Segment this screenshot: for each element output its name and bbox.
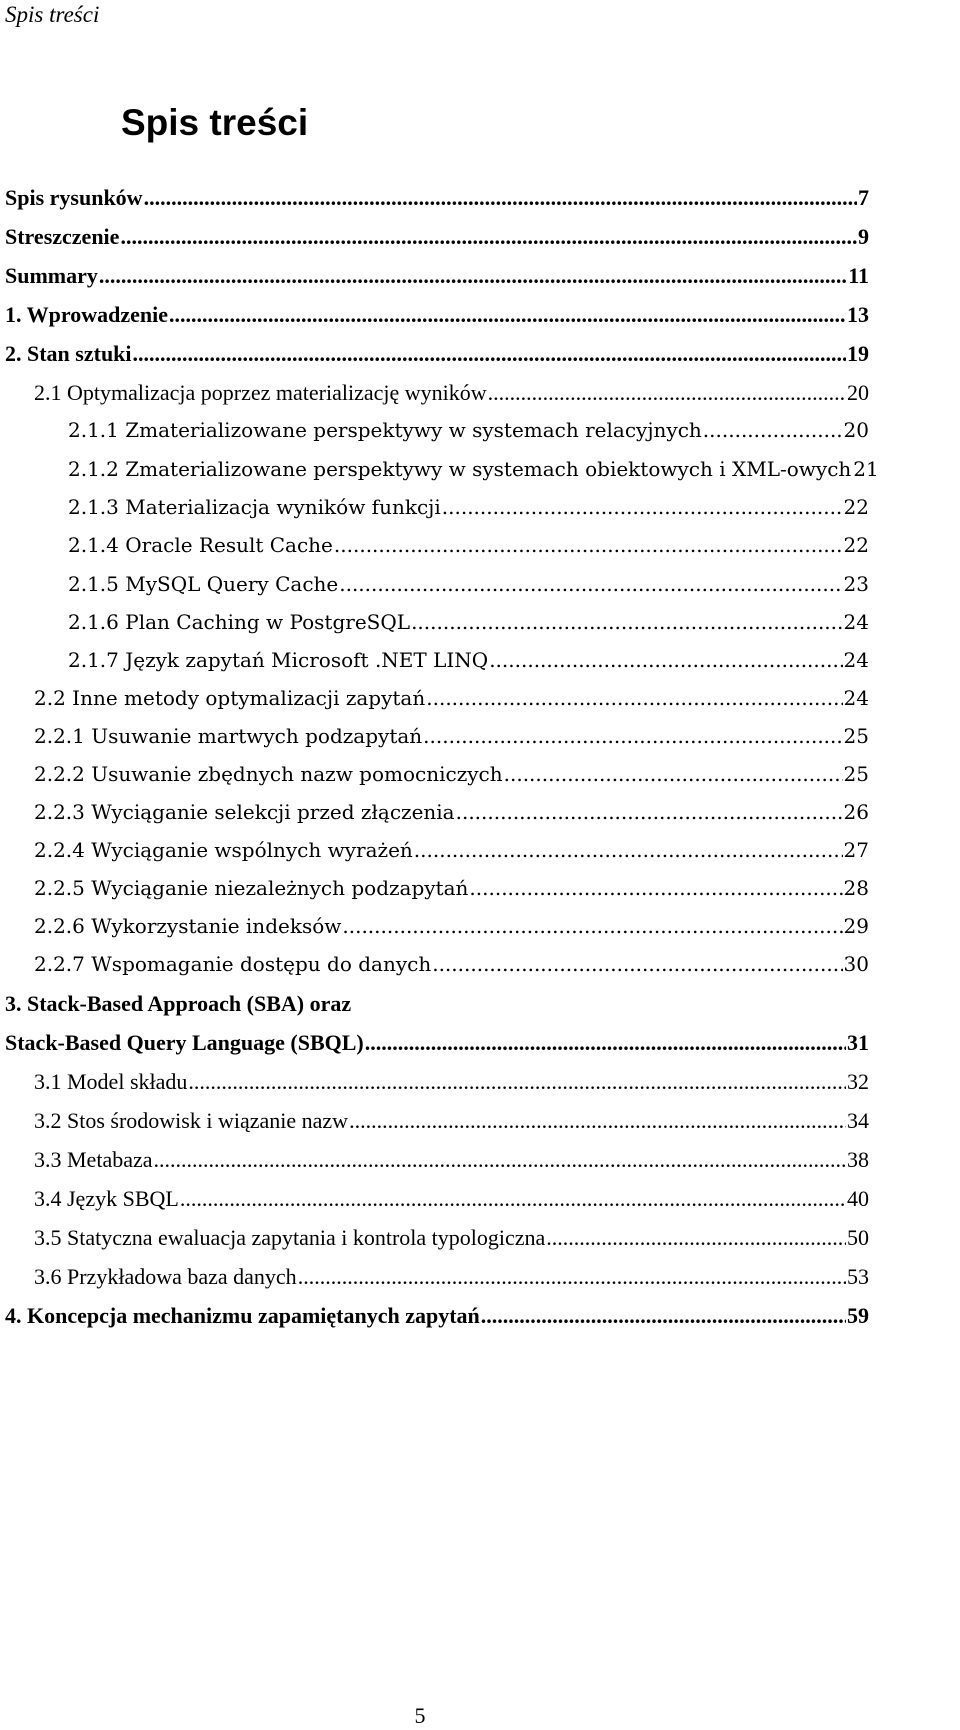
toc-entry-page: 22 [843,495,869,519]
toc-entry-2-1-2[interactable] [68,457,879,481]
toc-entry-page: 24 [843,686,869,710]
toc-entry-page: 21 [853,457,879,481]
toc-entry-page: 13 [847,302,869,327]
toc-leader [169,304,846,326]
toc-leader [703,420,843,440]
toc-entry-2-2-4[interactable] [34,840,869,860]
toc-entry-2-1[interactable] [34,382,869,404]
toc-entry-text: 2.2.3 Wyciąganie selekcji przed złączenia [34,800,455,824]
toc-leader [180,1188,846,1210]
toc-entry-summary[interactable] [5,265,869,287]
toc-leader [488,382,846,404]
toc-entry-stan-sztuki[interactable] [5,343,869,365]
toc-entry-page: 24 [843,610,869,634]
toc-entry-text: 3.1 Model składu [34,1069,188,1094]
toc-entry-2-1-7[interactable] [68,650,869,670]
toc-leader [423,726,842,746]
toc-entry-page: 24 [843,648,869,672]
toc-entry-text: 3.3 Metabaza [34,1147,153,1172]
toc-entry-page: 11 [848,263,869,288]
toc-entry-text: 3.2 Stos środowisk i wiązanie nazw [34,1108,349,1133]
toc-leader [342,916,842,936]
toc-entry-text: 2.2.6 Wykorzystanie indeksów [34,914,342,938]
toc-entry-3-4[interactable] [34,1188,869,1210]
toc-entry-3-line-1[interactable]: 3. Stack-Based Approach (SBA) oraz [5,991,352,1016]
page-title: Spis treści [121,102,309,143]
toc-entry-2-2-5[interactable] [34,878,869,898]
toc-leader [365,1032,846,1054]
toc-entry-text: 2.1.3 Materializacja wyników funkcji [68,495,441,519]
toc-entry-2-1-1[interactable] [68,420,869,440]
toc-entry-text: 3.4 Język SBQL [34,1186,179,1211]
toc-entry-4[interactable] [5,1305,869,1327]
toc-entry-text: 4. Koncepcja mechanizmu zapamiętanych zapytań [5,1303,480,1328]
toc-leader [99,265,847,287]
toc-leader [432,954,842,974]
toc-leader [504,764,843,784]
toc-entry-2-2[interactable] [34,688,869,708]
toc-entry-text: 2.2.5 Wyciąganie niezależnych podzapytań [34,876,469,900]
toc-entry-page: 32 [847,1069,869,1094]
toc-entry-text: 2.1.1 Zmaterializowane perspektywy w systemach relacyjnych [68,418,702,442]
toc-entry-text: 2.1.4 Oracle Result Cache [68,533,333,557]
toc-entry-page: 34 [847,1108,869,1133]
toc-leader [349,1110,846,1132]
toc-entry-text: 2.1 Optymalizacja poprzez materializację wyników [34,380,487,405]
toc-entry-page: 19 [847,341,869,366]
running-header: Spis treści [5,2,100,27]
toc-leader [154,1149,847,1171]
toc-entry-3-3[interactable] [34,1149,869,1171]
toc-entry-text: 2.2.2 Usuwanie zbędnych nazw pomocniczych [34,762,503,786]
toc-leader [414,840,843,860]
toc-entry-page: 40 [847,1186,869,1211]
toc-entry-page: 38 [847,1147,869,1172]
toc-leader [456,802,843,822]
toc-leader [144,187,857,209]
toc-entry-page: 7 [858,185,869,210]
toc-entry-text: 1. Wprowadzenie [5,302,168,327]
toc-leader [339,574,842,594]
toc-entry-page: 29 [843,914,869,938]
toc-entry-page: 59 [847,1303,869,1328]
toc-entry-page: 25 [843,724,869,748]
toc-entry-text: Summary [5,263,98,288]
toc-entry-2-2-2[interactable] [34,764,869,784]
toc-entry-text: 2.1.6 Plan Caching w PostgreSQL [68,610,411,634]
toc-entry-text: 2.1.5 MySQL Query Cache [68,572,339,596]
toc-entry-text: 2.1.2 Zmaterializowane perspektywy w systemach obiektowych i XML-owych [68,457,852,481]
toc-entry-2-1-4[interactable] [68,535,869,555]
toc-leader [334,535,843,555]
toc-entry-page: 20 [843,418,869,442]
toc-entry-page: 50 [847,1225,869,1250]
toc-entry-text: 2.2.4 Wyciąganie wspólnych wyrażeń [34,838,413,862]
toc-entry-2-2-7[interactable] [34,954,869,974]
toc-entry-text: 2.2.7 Wspomaganie dostępu do danych [34,952,432,976]
toc-entry-3-sbql[interactable] [5,1032,869,1054]
toc-entry-page: 30 [843,952,869,976]
toc-entry-page: 23 [843,572,869,596]
toc-entry-2-2-1[interactable] [34,726,869,746]
toc-entry-2-1-3[interactable] [68,497,869,517]
toc-leader [481,1305,846,1327]
toc-entry-streszczenie[interactable] [5,226,869,248]
toc-entry-2-2-6[interactable] [34,916,869,936]
toc-leader [426,688,842,708]
toc-entry-text: Streszczenie [5,224,120,249]
toc-leader [489,650,842,670]
toc-entry-text: 3.5 Statyczna ewaluacja zapytania i kontrola typologiczna [34,1225,546,1250]
toc-entry-wprowadzenie[interactable] [5,304,869,326]
toc-entry-3-5[interactable] [34,1227,869,1249]
toc-entry-page: 53 [847,1264,869,1289]
toc-entry-page: 22 [843,533,869,557]
toc-entry-text: 3.6 Przykładowa baza danych [34,1264,297,1289]
toc-entry-page: 26 [843,800,869,824]
toc-entry-spis-rysunkow[interactable] [5,187,869,209]
toc-entry-page: 28 [843,876,869,900]
toc-entry-page: 31 [847,1030,869,1055]
toc-leader [188,1071,846,1093]
toc-entry-page: 20 [847,380,869,405]
toc-leader [298,1266,846,1288]
toc-entry-text: Spis rysunków [5,185,143,210]
toc-entry-page: 27 [843,838,869,862]
toc-entry-text: 2.2 Inne metody optymalizacji zapytań [34,686,426,710]
toc-entry-2-2-3[interactable] [34,802,869,822]
toc-entry-text: Stack-Based Query Language (SBQL) [5,1030,364,1055]
toc-leader [469,878,842,898]
toc-entry-3-2[interactable] [34,1110,869,1132]
page-number: 5 [414,1703,426,1728]
toc-leader [120,226,857,248]
toc-leader [442,497,843,517]
toc-entry-text: 2.1.7 Język zapytań Microsoft .NET LINQ [68,648,489,672]
toc-entry-text: 2.2.1 Usuwanie martwych podzapytań [34,724,423,748]
toc-entry-3-6[interactable] [34,1266,869,1288]
toc-entry-2-1-5[interactable] [68,574,869,594]
toc-entry-3-1[interactable] [34,1071,869,1093]
toc-leader [546,1227,846,1249]
toc-entry-2-1-6[interactable] [68,612,869,632]
toc-entry-text: 2. Stan sztuki [5,341,132,366]
toc-entry-page: 9 [858,224,869,249]
toc-entry-page: 25 [843,762,869,786]
toc-leader [411,612,842,632]
toc-leader [133,343,846,365]
